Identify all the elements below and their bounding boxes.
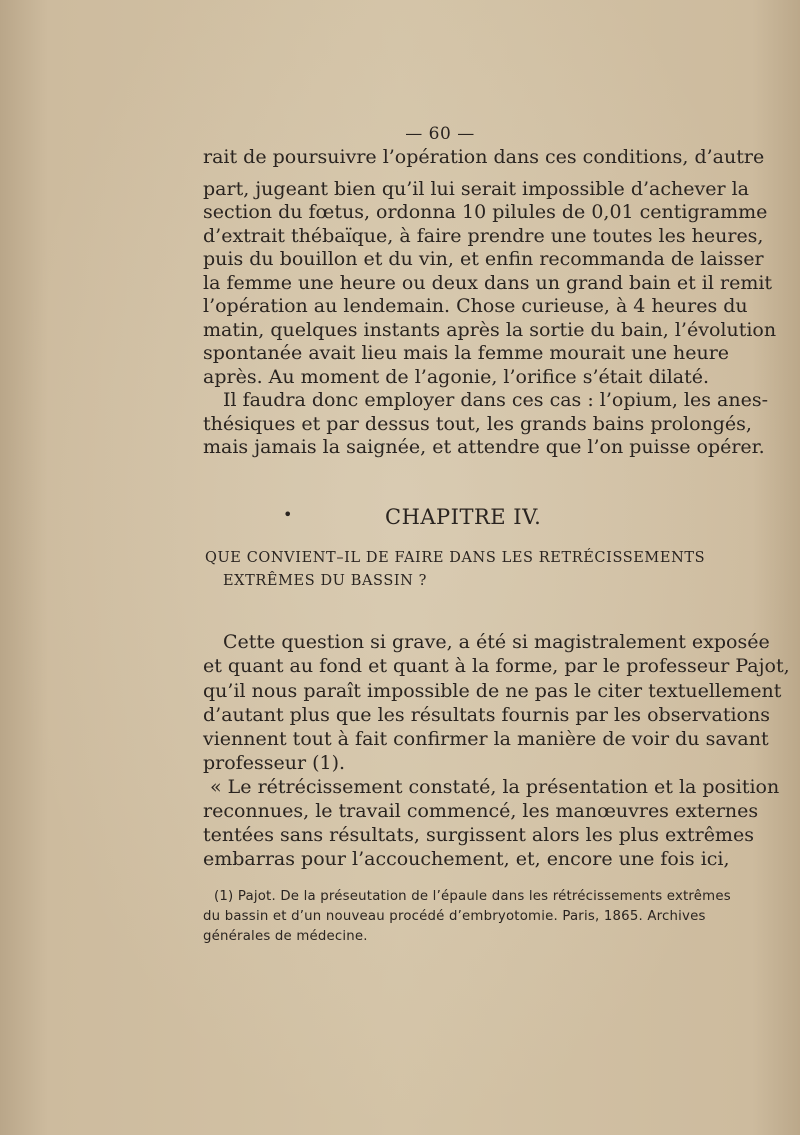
- text-line: embarras pour l’accouchement, et, encore une fois ici,: [203, 848, 730, 870]
- footnote-line: du bassin et d’un nouveau procédé d’embryotomie. Paris, 1865. Archives: [203, 909, 706, 924]
- text-line: d’autant plus que les résultats fournis par les observations: [203, 704, 770, 726]
- text-line: spontanée avait lieu mais la femme mourait une heure: [203, 342, 730, 364]
- page-number: — 60 —: [405, 124, 475, 144]
- text-line: part, jugeant bien qu’il lui serait impossible d’achever la: [203, 178, 749, 200]
- text-line: d’extrait thébaïque, à faire prendre une toutes les heures,: [203, 225, 764, 247]
- text-line: thésiques et par dessus tout, les grands bains prolongés,: [203, 413, 752, 435]
- text-line: Cette question si grave, a été si magistralement exposée: [223, 631, 770, 653]
- text-line: section du fœtus, ordonna 10 pilules de 0,01 centigramme: [203, 201, 768, 223]
- text-line: professeur (1).: [203, 752, 346, 774]
- text-line: qu’il nous paraît impossible de ne pas le citer textuellement: [203, 680, 782, 702]
- text-line: matin, quelques instants après la sortie du bain, l’évolution: [203, 319, 777, 341]
- footnote-line: générales de médecine.: [203, 929, 368, 944]
- text-line: Il faudra donc employer dans ces cas : l’opium, les anes-: [223, 389, 768, 411]
- chapter-bullet: •: [283, 505, 293, 524]
- text-line: après. Au moment de l’agonie, l’orifice s’était dilaté.: [203, 366, 710, 388]
- text-line: « Le rétrécissement constaté, la présentation et la position: [210, 776, 780, 798]
- text-line: mais jamais la saignée, et attendre que l’on puisse opérer.: [203, 436, 765, 458]
- footnote-line: (1) Pajot. De la préseutation de l’épaule dans les rétrécissements extrêmes: [214, 889, 731, 904]
- question-line: EXTRÊMES DU BASSIN ?: [223, 573, 428, 589]
- question-line: QUE CONVIENT–IL DE FAIRE DANS LES RETRÉCISSEMENTS: [205, 550, 706, 566]
- text-line: reconnues, le travail commencé, les manœuvres externes: [203, 800, 759, 822]
- text-line: la femme une heure ou deux dans un grand bain et il remit: [203, 272, 773, 294]
- text-line: puis du bouillon et du vin, et enfin recommanda de laisser: [203, 248, 764, 270]
- chapter-title: CHAPITRE IV.: [385, 505, 542, 529]
- text-line: rait de poursuivre l’opération dans ces conditions, d’autre: [203, 146, 765, 168]
- text-line: l’opération au lendemain. Chose curieuse, à 4 heures du: [203, 295, 748, 317]
- text-line: et quant au fond et quant à la forme, par le professeur Pajot,: [203, 655, 790, 677]
- text-line: tentées sans résultats, surgissent alors les plus extrêmes: [203, 824, 754, 846]
- text-line: viennent tout à fait confirmer la manière de voir du savant: [203, 728, 769, 750]
